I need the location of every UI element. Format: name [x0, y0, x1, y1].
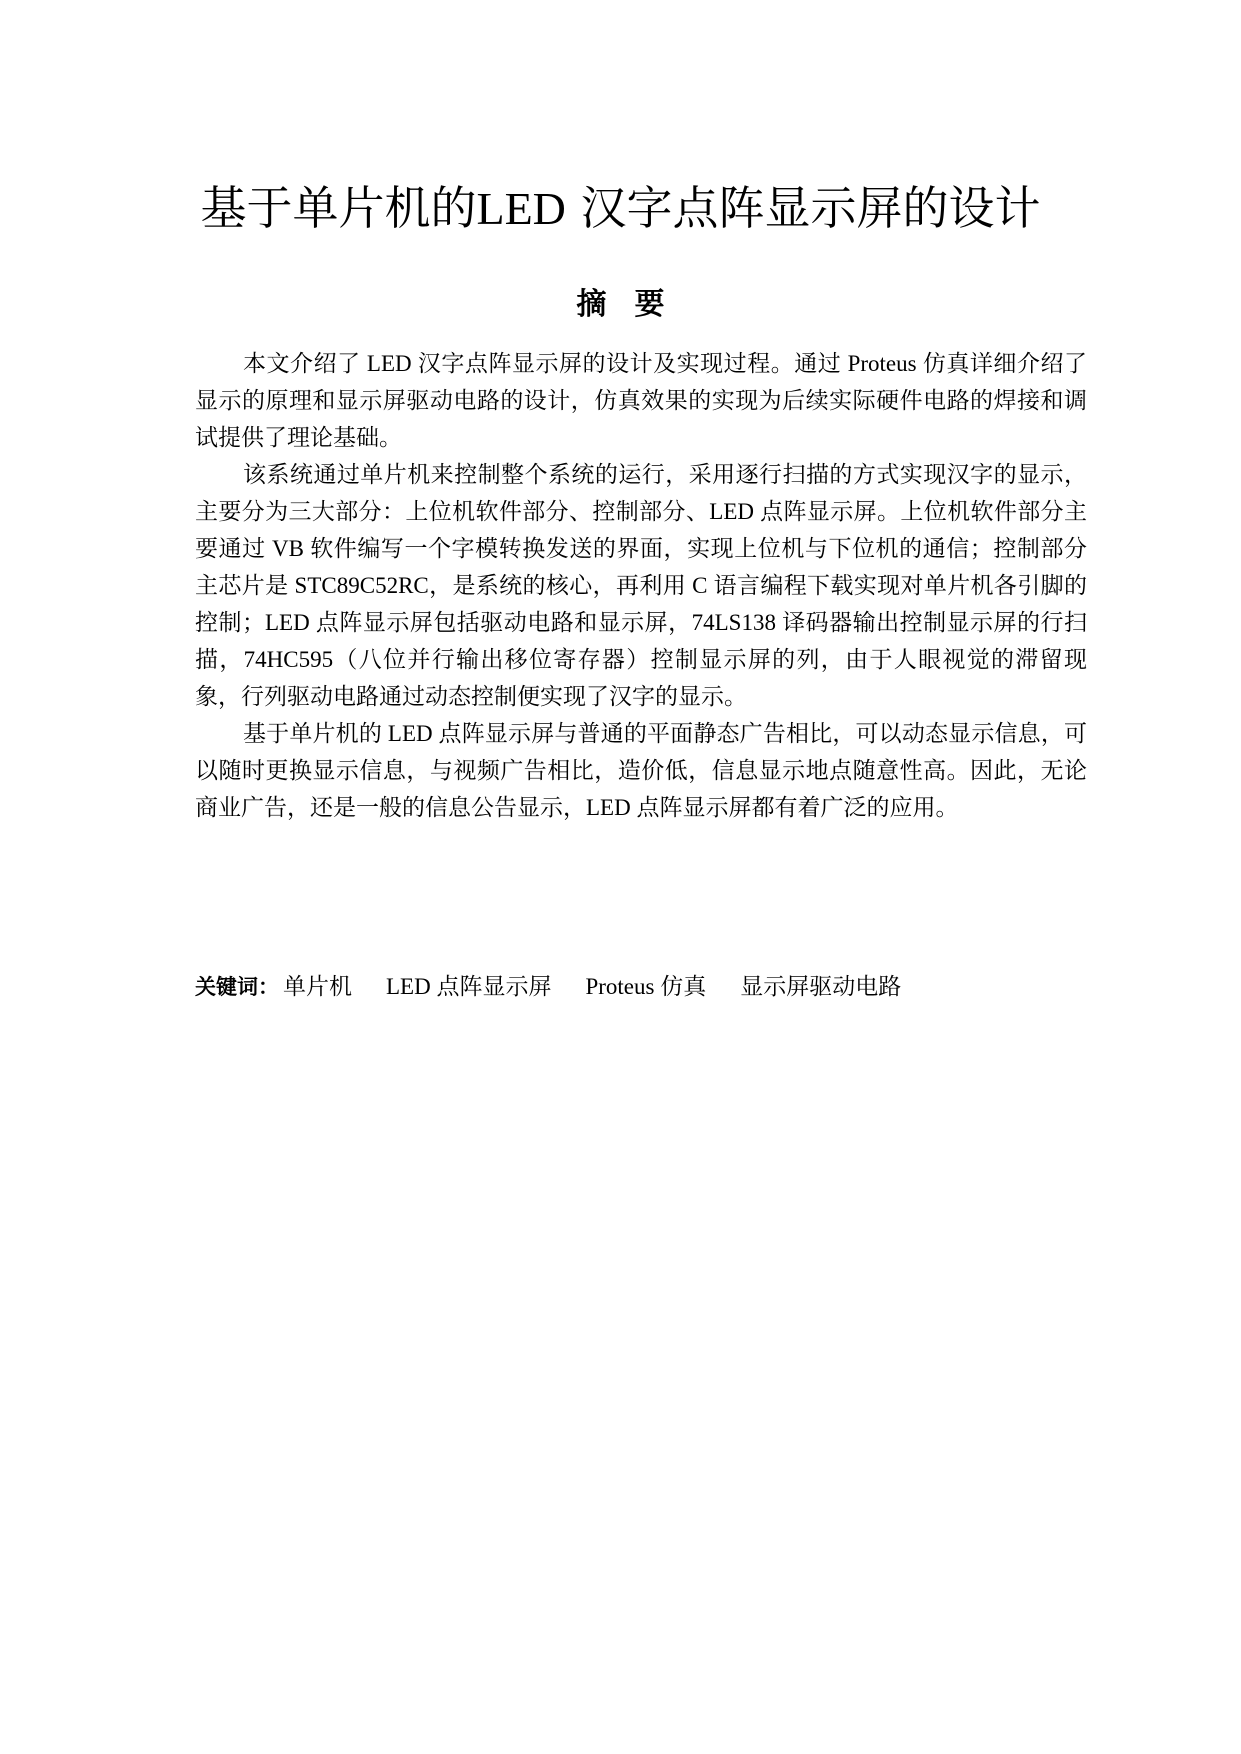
abstract-paragraph-2: 该系统通过单片机来控制整个系统的运行，采用逐行扫描的方式实现汉字的显示，主要分为三大部分：上位机软件部分、控制部分、LED 点阵显示屏。上位机软件部分主要通过 VB 软件编写一个字模转换发送的界面，实现上位机与下位机的通信；控制部分主芯片是 STC89C52RC，是系统的核心，再利用 C 语言编程下载实现对单片机各引脚的控制；LED 点阵显示屏包括驱动电路和显示屏，74LS138 译码器输出控制显示屏的行扫描，74HC595（八位并行输出移位寄存器）控制显示屏的列，由于人眼视觉的滞留现象，行列驱动电路通过动态控制便实现了汉字的显示。 — [195, 462, 1087, 709]
keyword-item: 显示屏驱动电路 — [740, 974, 902, 999]
document-title — [150, 178, 1091, 239]
keywords-label: 关键词： — [195, 975, 279, 999]
title-text-pre: 基于单片机的 — [200, 181, 477, 235]
abstract-body — [195, 345, 1087, 826]
keywords-line — [195, 968, 1095, 1006]
abstract-paragraph-3: 基于单片机的 LED 点阵显示屏与普通的平面静态广告相比，可以动态显示信息，可以随时更换显示信息，与视频广告相比，造价低，信息显示地点随意性高。因此，无论商业广告，还是一般的信息公告显示，LED 点阵显示屏都有着广泛的应用。 — [195, 721, 1087, 820]
keyword-item: Proteus 仿真 — [585, 974, 707, 999]
keyword-item: LED 点阵显示屏 — [386, 974, 552, 999]
abstract-paragraph-1: 本文介绍了 LED 汉字点阵显示屏的设计及实现过程。通过 Proteus 仿真详细介绍了显示的原理和显示屏驱动电路的设计，仿真效果的实现为后续实际硬件电路的焊接和调试提供了理论基础。 — [195, 351, 1087, 450]
keyword-item: 单片机 — [283, 974, 352, 999]
title-text-post: 汉字点阵显示屏的设计 — [565, 181, 1041, 235]
title-text-latin: LED — [476, 183, 566, 234]
abstract-heading: 摘要 — [576, 287, 693, 322]
